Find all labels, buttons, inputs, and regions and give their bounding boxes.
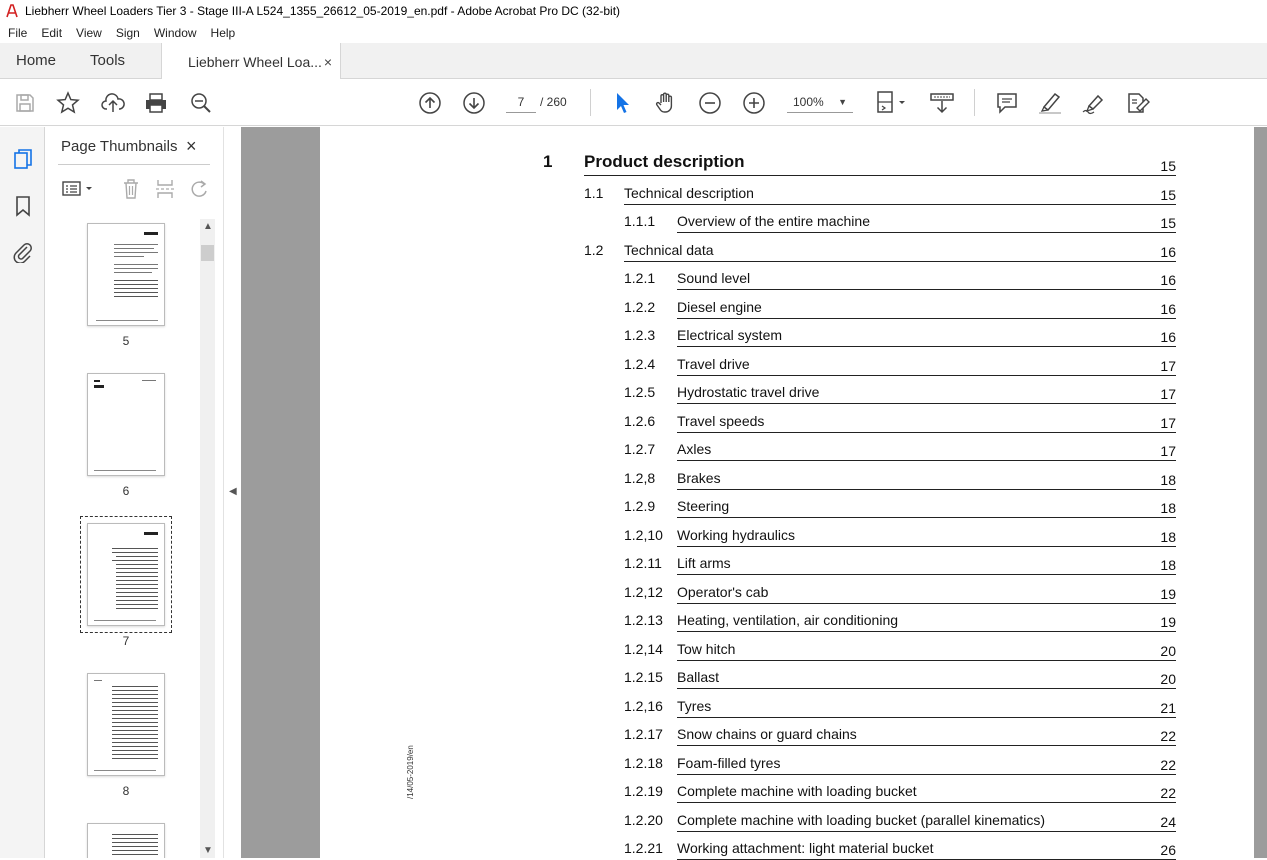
toc-entry-title: Sound level	[677, 270, 751, 286]
toc-entry[interactable]	[320, 604, 1176, 632]
tab-document-label: Liebherr Wheel Loa...	[188, 53, 322, 70]
toc-entry-title: Working attachment: light material bucket	[677, 840, 934, 856]
select-cursor-icon[interactable]	[609, 90, 635, 116]
toc-entry-number: 1.2.6	[624, 412, 656, 429]
menu-view[interactable]: View	[76, 25, 102, 40]
toc-entry-page: 18	[1160, 528, 1176, 545]
hand-tool-icon[interactable]	[653, 90, 679, 116]
delete-page-icon[interactable]	[118, 177, 144, 201]
toolbar-divider	[590, 89, 591, 116]
toc-entry-number: 1.2,10	[624, 526, 663, 543]
toc-entry-page: 18	[1160, 500, 1176, 516]
thumbnail-page-number: 5	[122, 334, 130, 348]
toc-entry-number: 1.2.20	[624, 811, 663, 828]
toc-entry-title: Travel drive	[677, 355, 750, 372]
toc-entry-page: 15	[1160, 158, 1176, 174]
print-icon[interactable]	[143, 90, 169, 116]
toc-entry[interactable]	[320, 319, 1176, 347]
toc-entry-number: 1.2.4	[624, 355, 656, 372]
panel-title: Page Thumbnails	[61, 138, 178, 155]
chevron-left-icon[interactable]: ◀	[229, 486, 237, 497]
title-bar	[0, 0, 1267, 22]
toc-entry-title: Steering	[677, 498, 730, 514]
tab-home[interactable]: Home	[16, 52, 57, 69]
toc-entry-page: 19	[1160, 614, 1176, 630]
scroll-up-icon[interactable]: ▲	[203, 221, 213, 232]
next-page-icon[interactable]	[461, 90, 487, 116]
page-number-input[interactable]	[506, 91, 536, 113]
thumbnail-page[interactable]	[87, 373, 165, 476]
toc-entry[interactable]	[320, 405, 1176, 433]
toc-entry-page: 24	[1160, 813, 1176, 830]
share-cloud-icon[interactable]	[100, 90, 126, 116]
toc-entry[interactable]	[320, 234, 1176, 262]
toc-entry-title: Complete machine with loading bucket (parallel kinematics)	[677, 811, 1046, 828]
main-toolbar	[0, 79, 1267, 126]
toc-entry-page: 18	[1160, 471, 1176, 488]
toc-entry-page: 15	[1160, 186, 1176, 203]
toc-entry-number: 1.2.19	[624, 783, 663, 799]
toc-entry-title: Snow chains or guard chains	[677, 726, 857, 742]
zoom-in-icon[interactable]	[741, 90, 767, 116]
toc-entry[interactable]	[320, 547, 1176, 575]
menu-file[interactable]: File	[8, 25, 28, 40]
toc-entry-page: 21	[1160, 699, 1176, 716]
thumbnail-scrollbar[interactable]	[200, 219, 215, 858]
panel-collapse-handle[interactable]	[223, 127, 241, 858]
thumbnail-list[interactable]	[45, 217, 205, 858]
thumbnail-page-selected[interactable]	[87, 523, 165, 626]
extract-pages-icon[interactable]	[152, 177, 178, 201]
toc-entry-title: Complete machine with loading bucket	[677, 783, 917, 799]
page-fit-icon[interactable]	[873, 90, 911, 116]
toc-entry[interactable]	[320, 205, 1176, 233]
toc-entry-title: Operator's cab	[677, 583, 769, 600]
navigation-rail	[0, 127, 45, 858]
page-thumbnails-icon[interactable]	[11, 147, 35, 171]
toc-entry[interactable]	[320, 376, 1176, 404]
toc-entry-number: 1.2.11	[624, 555, 662, 571]
toc-entry-title: Technical data	[624, 241, 714, 258]
bookmarks-icon[interactable]	[11, 194, 35, 218]
toc-entry[interactable]	[320, 462, 1176, 490]
tab-bar	[0, 43, 1267, 79]
toc-entry-title: Diesel engine	[677, 298, 762, 315]
toc-entry[interactable]	[320, 348, 1176, 376]
tab-tools[interactable]: Tools	[90, 52, 126, 69]
toc-entry[interactable]	[320, 576, 1176, 604]
attachments-icon[interactable]	[11, 240, 35, 264]
toc-entry-page: 18	[1160, 557, 1176, 573]
toc-entry-number: 1.2,16	[624, 697, 663, 714]
close-tab-icon[interactable]: ×	[323, 53, 333, 70]
toc-entry-page: 16	[1160, 243, 1176, 260]
window-title: Liebherr Wheel Loaders Tier 3 - Stage III-A L524_1355_26612_05-2019_en.pdf - Adobe Acrobat Pro DC (32-bit)	[25, 4, 621, 18]
toc-entry-title: Tyres	[677, 697, 712, 714]
thumbnail-page-number: 8	[122, 784, 130, 798]
toc-entry-number: 1.1.1	[624, 213, 656, 229]
toc-entry[interactable]	[320, 661, 1176, 689]
toc-entry-page: 26	[1160, 842, 1176, 858]
rotate-page-icon[interactable]	[186, 177, 212, 201]
save-icon[interactable]	[12, 90, 38, 116]
fill-sign-icon[interactable]	[1125, 90, 1151, 116]
close-panel-icon[interactable]: ×	[186, 136, 197, 156]
toc-entry[interactable]	[320, 804, 1176, 832]
toc-entry[interactable]	[320, 718, 1176, 746]
toc-entry[interactable]	[320, 633, 1176, 661]
toc-entry-page: 22	[1160, 785, 1176, 801]
scroll-mode-icon[interactable]	[929, 90, 955, 116]
toc-entry-page: 20	[1160, 642, 1176, 659]
toolbar-divider	[974, 89, 975, 116]
tab-document[interactable]	[161, 43, 341, 80]
toc-entry-title: Overview of the entire machine	[677, 213, 870, 229]
toc-entry-title: Foam-filled tyres	[677, 754, 781, 771]
toc-entry[interactable]	[320, 775, 1176, 803]
toc-entry-number: 1.2.3	[624, 327, 656, 343]
toc-entry-title: Ballast	[677, 669, 720, 685]
chevron-down-icon: ▼	[838, 96, 847, 107]
document-view[interactable]	[241, 127, 1267, 858]
toc-entry-number: 1.1	[584, 184, 604, 201]
scroll-down-icon[interactable]: ▼	[203, 845, 213, 856]
menu-bar	[0, 22, 1267, 43]
toc-entry-number: 1	[543, 152, 553, 171]
toc-entry-number: 1.2	[584, 241, 604, 258]
page-side-note: /14/05-2019/en	[406, 745, 415, 799]
toc-entry-number: 1.2.1	[624, 270, 656, 286]
toc-entry[interactable]	[320, 433, 1176, 461]
toc-entry-page: 17	[1160, 357, 1176, 374]
toc-entry-title: Brakes	[677, 469, 721, 486]
toc-entry[interactable]	[320, 177, 1176, 205]
toc-entry-title: Tow hitch	[677, 640, 736, 657]
zoom-level-value: 100%	[793, 94, 824, 109]
toc-entry-title: Axles	[677, 441, 712, 457]
toc-entry-page: 16	[1160, 329, 1176, 345]
thumbnail-page[interactable]	[87, 673, 165, 776]
toc-entry-title: Travel speeds	[677, 412, 765, 429]
toc-entry-page: 16	[1160, 300, 1176, 317]
toc-entry[interactable]	[320, 291, 1176, 319]
toc-entry-page: 22	[1160, 728, 1176, 744]
toc-entry-page: 22	[1160, 756, 1176, 773]
toc-entry-number: 1.2.17	[624, 726, 663, 742]
toc-entry[interactable]	[320, 490, 1176, 518]
toc-entry-number: 1.2,14	[624, 640, 663, 657]
sign-pen-icon[interactable]	[1081, 90, 1107, 116]
toc-entry[interactable]	[320, 832, 1176, 860]
toc-entry-page: 15	[1160, 215, 1176, 231]
toc-entry-number: 1.2,8	[624, 469, 656, 486]
toc-entry-number: 1.2.2	[624, 298, 656, 315]
toc-entry[interactable]	[320, 262, 1176, 290]
zoom-search-icon[interactable]	[188, 90, 214, 116]
comment-icon[interactable]	[994, 90, 1020, 116]
toc-entry-title: Electrical system	[677, 327, 783, 343]
toc-entry-number: 1.2,12	[624, 583, 663, 600]
zoom-out-icon[interactable]	[697, 90, 723, 116]
toc-entry[interactable]	[320, 747, 1176, 775]
toc-entry-page: 16	[1160, 272, 1176, 288]
toc-entry-title: Technical description	[624, 184, 754, 201]
pdf-page	[320, 127, 1254, 858]
toc-entry-number: 1.2.15	[624, 669, 663, 685]
bookmark-star-icon[interactable]	[55, 90, 81, 116]
toc-entry-number: 1.2.18	[624, 754, 663, 771]
toc-entry-page: 20	[1160, 671, 1176, 687]
acrobat-icon	[6, 4, 18, 18]
previous-page-icon[interactable]	[417, 90, 443, 116]
scrollbar-thumb[interactable]	[201, 245, 214, 261]
toc-entry-number: 1.2.5	[624, 384, 656, 400]
toc-entry-page: 17	[1160, 443, 1176, 459]
toc-entry[interactable]	[320, 519, 1176, 547]
toc-entry-title: Hydrostatic travel drive	[677, 384, 820, 400]
toc-entry-page: 19	[1160, 585, 1176, 602]
toc-entry-page: 17	[1160, 386, 1176, 402]
menu-edit[interactable]: Edit	[41, 25, 63, 40]
thumbnail-page[interactable]	[87, 223, 165, 326]
toc-entry-title: Product description	[584, 152, 745, 171]
toc-entry-title: Working hydraulics	[677, 526, 796, 543]
toc-entry-page: 17	[1160, 414, 1176, 431]
toc-entry-number: 1.2.9	[624, 498, 656, 514]
thumbnail-page-number: 6	[122, 484, 130, 498]
toc-entry-title: Heating, ventilation, air conditioning	[677, 612, 899, 628]
zoom-level-select[interactable]	[787, 91, 853, 113]
menu-window[interactable]: Window	[153, 25, 197, 40]
thumbnail-page[interactable]	[87, 823, 165, 858]
toc-entry-number: 1.2.13	[624, 612, 663, 628]
page-thumbnails-panel	[45, 127, 223, 858]
page-total: / 260	[540, 95, 567, 109]
thumbnail-page-number: 7	[122, 634, 130, 648]
panel-divider	[58, 164, 210, 165]
thumbnail-options-icon[interactable]	[59, 177, 97, 201]
toc-entry[interactable]	[320, 690, 1176, 718]
toc-entry[interactable]	[320, 148, 1176, 176]
toc-entry-number: 1.2.7	[624, 441, 656, 457]
menu-sign[interactable]: Sign	[115, 25, 140, 40]
toc-entry-number: 1.2.21	[624, 840, 663, 856]
highlight-pen-icon[interactable]	[1037, 90, 1063, 116]
toc-entry-title: Lift arms	[677, 555, 731, 571]
menu-help[interactable]: Help	[210, 25, 236, 40]
